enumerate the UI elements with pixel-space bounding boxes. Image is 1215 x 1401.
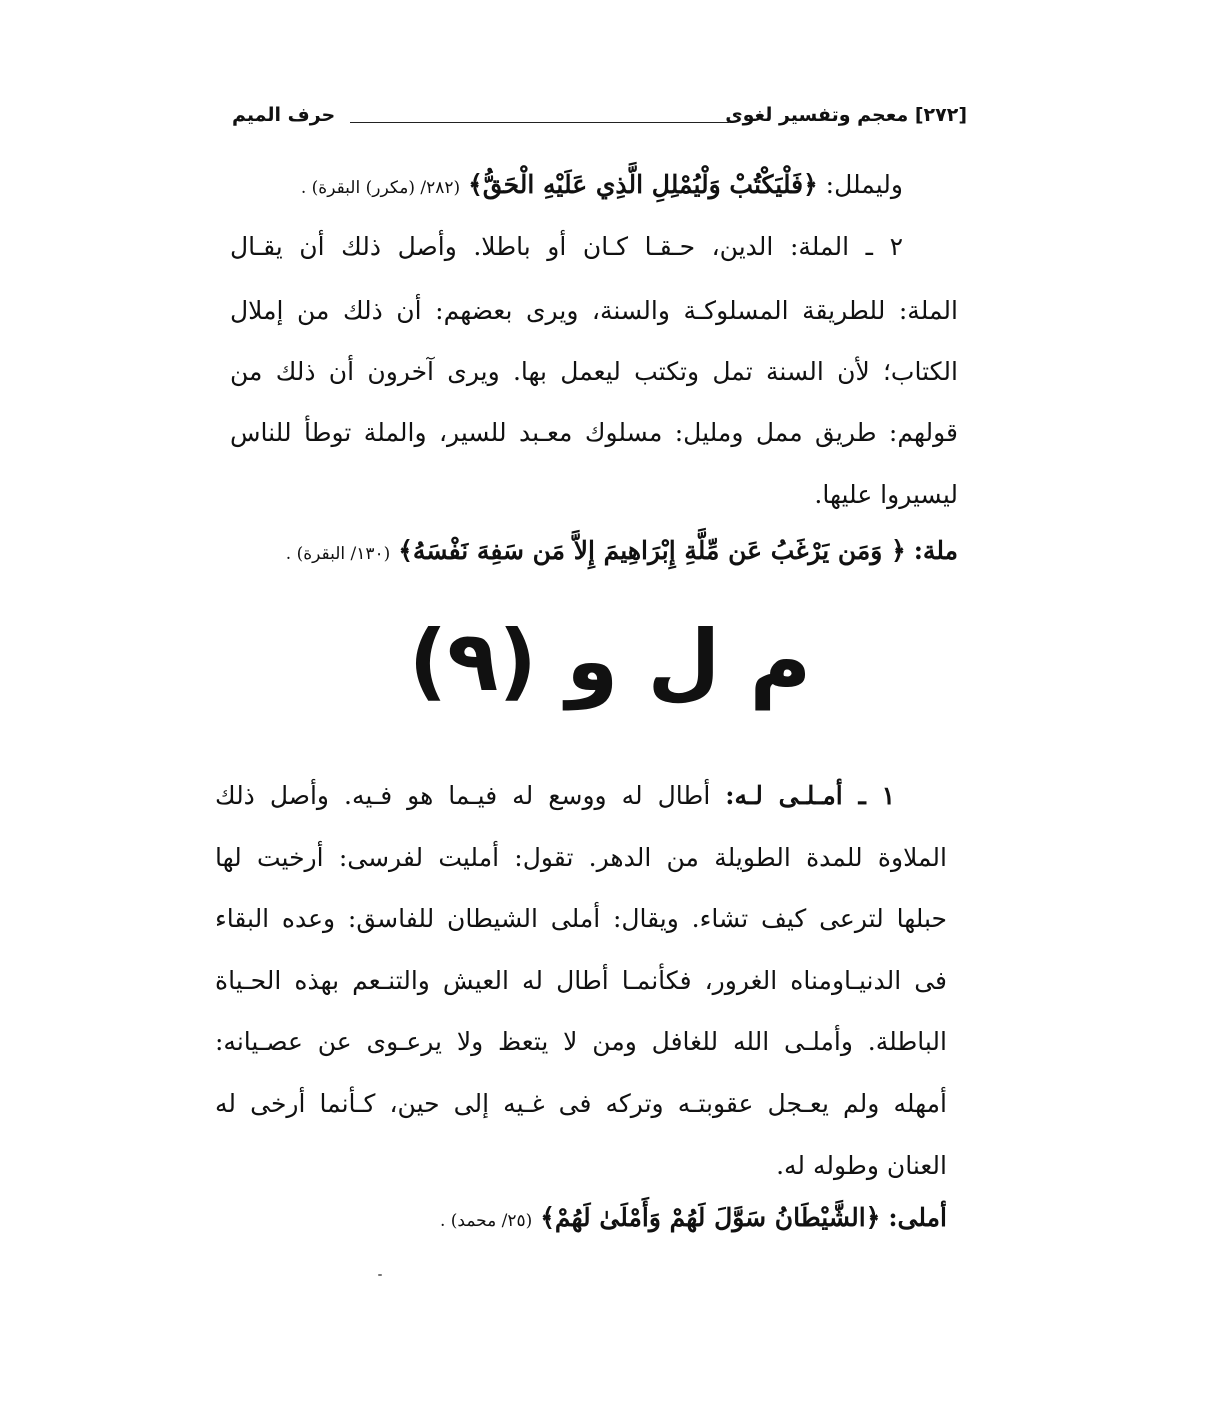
- verse-line-amla: [215, 1203, 947, 1232]
- quran-verse: ﴿الشَّيْطَانُ سَوَّلَ لَهُمْ وَأَمْلَىٰ لَهُمْ﴾: [540, 1203, 881, 1232]
- page-number-and-title: [٢٧٢] معجم وتفسير لغوى: [725, 104, 967, 126]
- verse-line-milla: [230, 536, 958, 565]
- paragraph-line: الملة: للطريقة المسلوكـة والسنة، ويرى بعضهم: أن ذلك من إملال: [230, 296, 958, 325]
- quran-verse: ﴿فَلْيَكْتُبْ وَلْيُمْلِلِ الَّذِي عَلَيْهِ الْحَقُّ﴾: [468, 170, 818, 199]
- entry-label: ١ ـ أمـلـى لـه:: [725, 781, 896, 810]
- section-title: حرف الميم: [232, 104, 336, 126]
- running-header: [232, 100, 967, 136]
- paragraph-line: الكتاب؛ لأن السنة تمل وتكتب ليعمل بها. ويرى آخرون أن ذلك من: [230, 357, 958, 386]
- entry-text: أطال له ووسع له فيـما هو فـيه. وأصل ذلك: [215, 781, 711, 810]
- verse-reference: (٢٨٢/ (مكرر) البقرة) .: [300, 178, 461, 198]
- verse-keyword: وليملل:: [825, 170, 903, 199]
- paragraph-line: الباطلة. وأملـى الله للغافل ومن لا يتعظ ولا يرعـوى عن عصـيانه:: [215, 1027, 947, 1056]
- paragraph-line: العنان وطوله له.: [776, 1151, 947, 1180]
- verse-keyword: أملى:: [888, 1203, 947, 1232]
- paragraph-line: أمهله ولم يعـجل عقوبتـه وتركه فى غـيه إلى حين، كـأنما أرخى له: [215, 1089, 947, 1118]
- verse-line-yumlil: [230, 170, 903, 199]
- quran-verse: ﴿ وَمَن يَرْغَبُ عَن مِّلَّةِ إِبْرَاهِيمَ إِلاَّ مَن سَفِهَ نَفْسَهُ﴾: [398, 536, 906, 565]
- verse-keyword: ملة:: [913, 536, 958, 565]
- header-rule: [350, 122, 729, 123]
- paragraph-line: الملاوة للمدة الطويلة من الدهر. تقول: أمليت لفرسى: أرخيت لها: [215, 843, 947, 872]
- verse-reference: (١٣٠/ البقرة) .: [285, 544, 391, 564]
- verse-reference: (٢٥/ محمد) .: [439, 1211, 533, 1231]
- paragraph-line: [215, 781, 895, 810]
- paragraph-line: ليسيروا عليها.: [814, 480, 958, 509]
- paragraph-line: قولهم: طريق ممل ومليل: مسلوك معـبد للسير، والملة توطأ للناس: [230, 418, 958, 447]
- paragraph-line: ٢ ـ الملة: الدين، حـقـا كـان أو باطلا. وأصل ذلك أن يقـال: [230, 232, 903, 261]
- scan-speck: [378, 1274, 382, 1276]
- root-heading: م ل و (٩): [408, 612, 812, 710]
- paragraph-line: حبلها لترعى كيف تشاء. ويقال: أملى الشيطان للفاسق: وعده البقاء: [215, 904, 947, 933]
- paragraph-line: فى الدنيـاومناه الغرور، فكأنمـا أطال له العيش والتنـعم بهذه الحـياة: [215, 966, 947, 995]
